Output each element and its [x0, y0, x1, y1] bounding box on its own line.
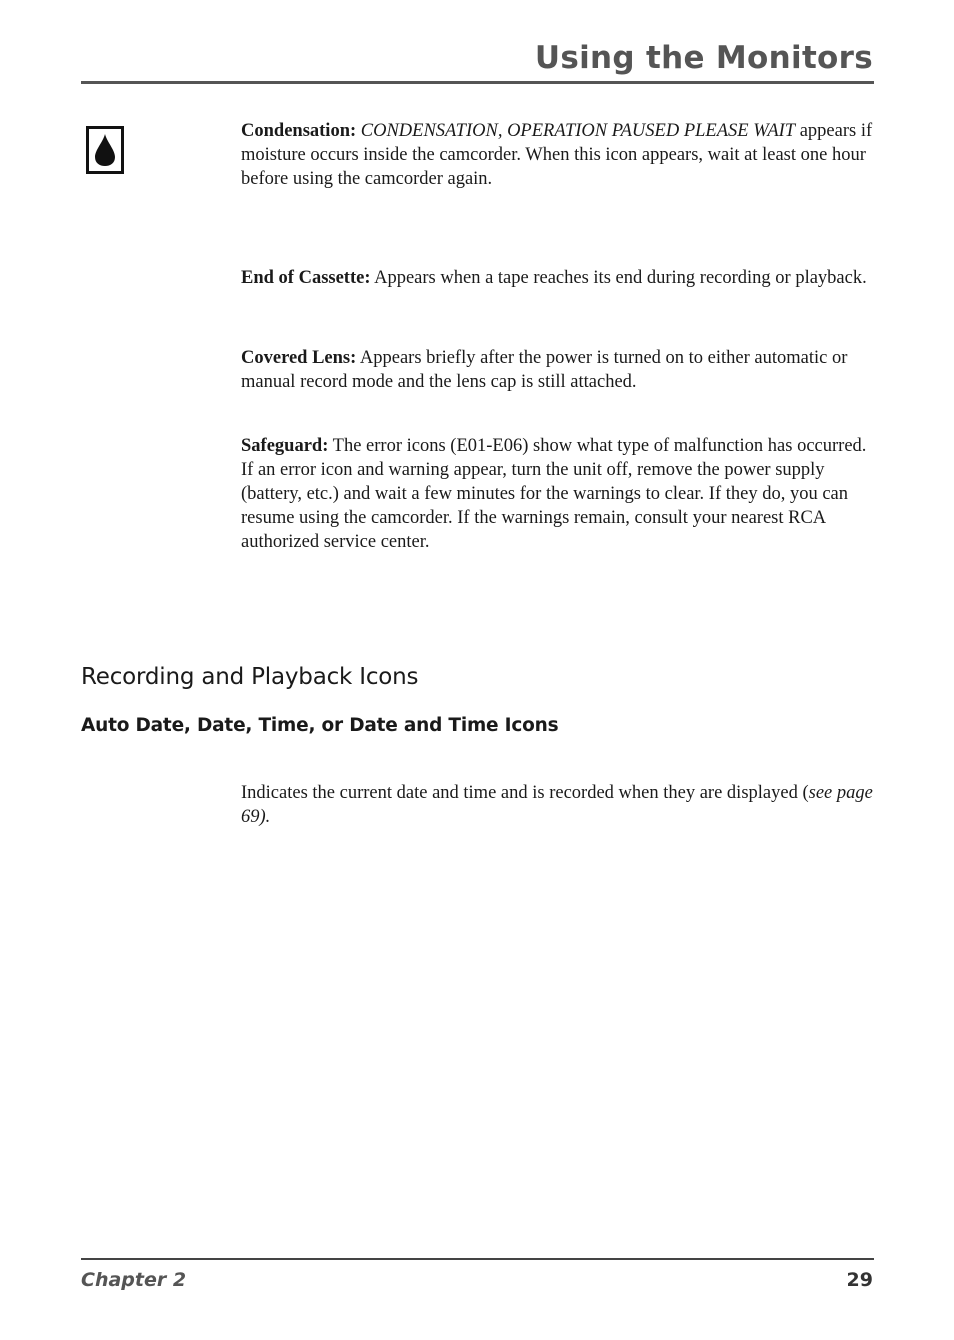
date-time-description [241, 781, 873, 829]
condensation-icon-frame [86, 126, 124, 174]
safeguard-entry [241, 434, 873, 554]
entry-italic-message: CONDENSATION, OPERATION PAUSED PLEASE WAIT [360, 121, 796, 141]
entry-term: Covered Lens: [241, 348, 357, 368]
entry-term: Safeguard: [241, 436, 329, 456]
page-number: 29 [846, 1269, 873, 1291]
section-subheading: Auto Date, Date, Time, or Date and Time Icons [81, 715, 559, 736]
entry-description: The error icons (E01-E06) show what type of malfunction has occurred. If an error icon and warning appear, turn the unit off, remove the power supply (battery, etc.) and wait a few minutes for the warnings to clear. If they do, you can resume using the camcorder. If the warnings remain, consult your nearest RCA authorized service center. [241, 436, 867, 552]
entry-description: Appears briefly after the power is turned on to either automatic or manual record mode and the lens cap is still attached. [241, 348, 848, 392]
end-of-cassette-entry [241, 266, 873, 290]
chapter-label: Chapter 2 [81, 1269, 187, 1291]
condensation-entry [241, 119, 873, 191]
entry-description: Appears when a tape reaches its end during recording or playback. [370, 268, 867, 288]
water-drop-icon [94, 133, 116, 167]
footer-rule [81, 1258, 874, 1260]
entry-description: appears if moisture occurs inside the camcorder. When this icon appears, wait at least one hour before using the camcorder again. [241, 121, 873, 189]
section-heading: Recording and Playback Icons [81, 664, 419, 690]
entry-term: End of Cassette: [241, 268, 371, 288]
body-text: Indicates the current date and time and is recorded when they are displayed ( [241, 783, 809, 803]
header-rule [81, 81, 874, 84]
page-title: Using the Monitors [534, 40, 873, 76]
entry-term: Condensation: [241, 121, 357, 141]
page-reference: see page 69). [241, 783, 873, 827]
covered-lens-entry [241, 346, 873, 394]
